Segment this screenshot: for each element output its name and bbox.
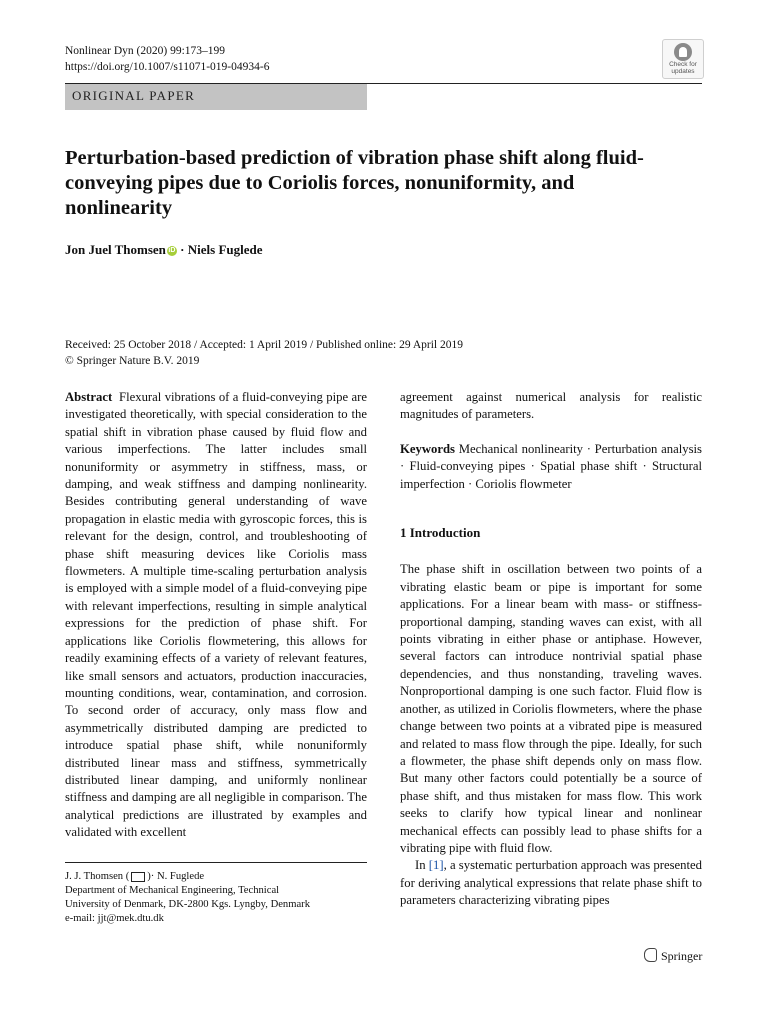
right-column — [400, 389, 702, 910]
abstract-label: Abstract — [65, 390, 113, 404]
bookmark-icon — [674, 43, 692, 61]
copyright-line: © Springer Nature B.V. 2019 — [65, 355, 200, 367]
check-for-updates-badge[interactable]: Check for updates — [662, 39, 704, 79]
department: Department of Mechanical Engineering, Technical — [65, 885, 280, 896]
orcid-icon[interactable]: iD — [168, 247, 176, 255]
category-bar — [65, 84, 367, 110]
journal-citation: Nonlinear Dyn (2020) 99:173–199 — [65, 45, 226, 57]
abstract — [65, 389, 367, 842]
author-name[interactable]: Niels Fuglede — [187, 242, 263, 257]
springer-horse-icon — [644, 948, 657, 962]
keywords-label: Keywords — [400, 441, 455, 456]
author-a: J. J. Thomsen — [65, 871, 124, 882]
email[interactable]: e-mail: jjt@mek.dtu.dk — [65, 913, 164, 924]
doi-link[interactable]: https://doi.org/10.1007/s11071-019-04934-6 — [65, 61, 270, 73]
category-label: ORIGINAL PAPER — [72, 88, 196, 103]
envelope-icon — [131, 872, 145, 882]
dates-line: Received: 25 October 2018 / Accepted: 1 April 2019 / Published online: 29 April 2019 — [65, 339, 463, 351]
author-affiliation: J. J. Thomsen ( )· N. Fuglede Department of Mechanical Engineering, Technical University of Denmark, DK-2800 Kgs. Lyngby, Denmark e-mail: jjt@mek.dtu.dk — [65, 870, 367, 926]
publication-history — [65, 337, 463, 369]
intro-paragraph: In [1], a systematic perturbation approach was presented for deriving analytical expressions that relate phase shift to parameters characterizing vibrating pipes — [400, 858, 702, 908]
keywords — [400, 441, 702, 493]
keywords-text: Mechanical nonlinearity · Perturbation analysis · Fluid-conveying pipes · Spatial phase shift · Structural imperfection · Coriolis flowmeter — [400, 441, 702, 491]
author-b: N. Fuglede — [156, 871, 205, 882]
citation-link[interactable]: [1] — [428, 858, 444, 873]
left-column — [65, 389, 367, 842]
author-separator: · — [180, 242, 185, 257]
publisher-logo — [644, 948, 702, 964]
author-name[interactable]: Jon Juel Thomsen — [65, 242, 166, 257]
footnote-rule — [65, 862, 367, 863]
abstract-text: Flexural vibrations of a fluid-conveying pipe are investigated theoretically, with special consideration to the spatial shift in vibration phase caused by fluid flow and various imperfections. The latter includes small nonuniformity or asymmetry in stiffness, mass, or damping, and weak stiffness and damping nonlinearity. Besides contributing general understanding of wave propagation in elastic media with gyroscopic forces, this is relevant for the design, control, and troubleshooting of phase shift measuring devices like Coriolis mass flowmeters. A multiple time-scaling perturbation analysis is employed with a simple model of a fluid-conveying pipe with relevant imperfections, resulting in simple analytical expressions for the prediction of phase shift. For applications like Coriolis flowmetering, this allows for readily examining effects of a variety of relevant features, like small sensors and actuators, production inaccuracies, mounting conditions, wear, contamination, and corrosion. To second order of accuracy, only mass flow and asymmetrically distributed damping are predicted to introduce spatial phase shift, while nonuniformly distributed linear mass and stiffness, symmetrically distributed linear damping, and uniformly nonlinear stiffness and damping are all negligible in comparison. The analytical predictions are illustrated by examples and validated with excellent — [65, 390, 367, 840]
intro-paragraph: The phase shift in oscillation between two points of a vibrating elastic beam or pipe is important for some applications. For a linear beam with mass- or stiffness-proportional damping, standing waves can exist, with all points vibrating in either phase or antiphase. However, several factors can introduce nontrivial spatial phase dependencies, and thus nonstanding, traveling waves. Nonproportional damping is one such factor. Fluid flow is another, as utilized in Coriolis flowmeters, where the phase change between two points at a vibrated pipe is measured and related to mass flow through the pipe. Ideally, for such a flowmeter, the phase shift depends only on mass flow. But many other factors could potentially be a source of phase shift, and thus mistaken for mass flow. This work seeks to clarify how typical linear and nonlinear mechanical effects can possibly lead to phase shifts for a vibrating pipe with fluid flow. — [400, 562, 702, 855]
journal-header — [65, 43, 269, 75]
article-title: Perturbation-based prediction of vibration phase shift along fluid-conveying pipes due to Coriolis forces, nonuniformity, and nonlinearity — [65, 147, 644, 219]
abstract-continuation: agreement against numerical analysis for realistic magnitudes of parameters. — [400, 390, 702, 422]
author-list — [65, 242, 263, 258]
university: University of Denmark, DK-2800 Kgs. Lyngby, Denmark — [65, 899, 310, 910]
section-heading: 1 Introduction — [400, 525, 481, 541]
publisher-name: Springer — [661, 949, 703, 963]
